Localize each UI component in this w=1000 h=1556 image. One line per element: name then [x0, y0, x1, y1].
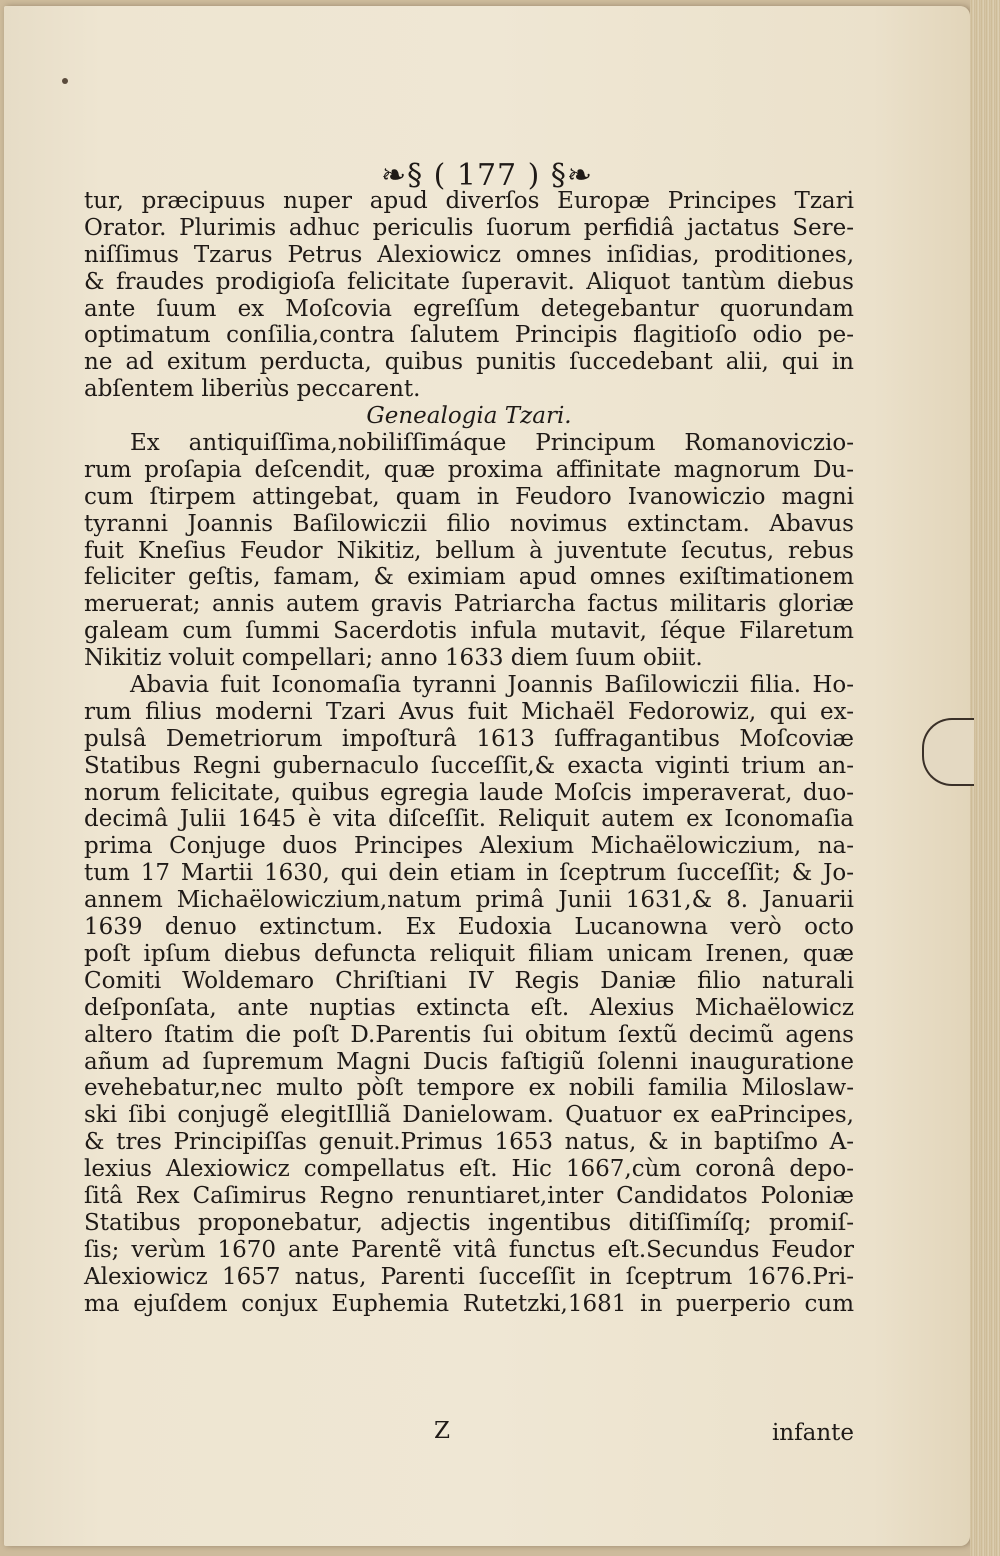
signature-mark: Z — [434, 1418, 450, 1444]
text-line: pulsâ Demetriorum impoſturâ 1613 ſuffragantibus Moſcoviæ — [84, 725, 854, 752]
text-line: & fraudes prodigioſa felicitate ſuperavit. Aliquot tantùm diebus — [84, 268, 854, 295]
text-line: Ex antiquiſſima,nobiliſſimáque Principum Romanoviczio- — [130, 430, 854, 457]
catchword: infante — [771, 1420, 854, 1446]
text-line: annem Michaëlowiczium,natum primâ Junii 1631,& 8. Januarii — [84, 887, 854, 914]
text-line: altero ſtatim die poſt D.Parentis ſui obitum ſextũ decimũ agens — [84, 1021, 854, 1048]
text-line: galeam cum ſummi Sacerdotis infula mutavit, ſéque Filaretum — [84, 618, 854, 645]
text-line: meruerat; annis autem gravis Patriarcha factus militaris gloriæ — [84, 591, 854, 618]
text-line: 1639 denuo extinctum. Ex Eudoxia Lucanowna verò octo — [84, 914, 854, 941]
continued-paragraph — [84, 188, 854, 403]
text-line: optimatum conſilia,contra ſalutem Principis flagitioſo odio pe- — [84, 322, 854, 349]
text-line: evehebatur,nec multo pòſt tempore ex nobili familia Miloslaw- — [84, 1075, 854, 1102]
text-line: tur, præcipuus nuper apud diverſos Europæ Principes Tzari — [84, 188, 854, 214]
ink-speck — [62, 78, 68, 84]
text-line: Comiti Woldemaro Chriſtiani IV Regis Daniæ filio naturali — [84, 967, 854, 994]
text-line: & tres Principiſſas genuit.Primus 1653 natus, & in baptiſmo A- — [84, 1129, 854, 1156]
text-line: abſentem liberiùs peccarent. — [84, 376, 421, 403]
text-line: tum 17 Martii 1630, qui dein etiam in ſceptrum ſucceſſit; & Jo- — [84, 860, 854, 887]
text-line: Nikitiz voluit compellari; anno 1633 diem ſuum obiit. — [84, 645, 703, 672]
text-line: deſponſata, ante nuptias extincta eſt. Alexius Michaëlowicz — [84, 994, 854, 1021]
text-line: feliciter geſtis, famam, & eximiam apud omnes exiſtimationem — [84, 564, 854, 591]
text-line: cum ſtirpem attingebat, quam in Feudoro Ivanowiczio magni — [84, 483, 854, 510]
paragraph-1 — [84, 430, 854, 672]
text-line: Abavia fuit Iconomaſia tyranni Joannis Baſilowiczii filia. Ho- — [130, 672, 854, 699]
text-line: lexius Alexiowicz compellatus eſt. Hic 1667,cùm coronâ depo- — [84, 1156, 854, 1183]
text-line: Statibus Regni gubernaculo ſucceſſit,& exacta viginti trium an- — [84, 752, 854, 779]
text-line: rum filius moderni Tzari Avus fuit Michaël Fedorowiz, qui ex- — [84, 698, 854, 725]
text-line: norum felicitate, quibus egregia laude Moſcis imperaverat, duo- — [84, 779, 854, 806]
text-line: decimâ Julii 1645 è vita diſceſſit. Reliquit autem ex Iconomaſia — [84, 806, 854, 833]
page-header: ❧§ ( 177 ) §❧ — [380, 158, 594, 193]
text-line: fuit Kneſius Feudor Nikitiz, bellum à juventute ſecutus, rebus — [84, 537, 854, 564]
text-line: ſis; verùm 1670 ante Parentẽ vitâ functus eſt.Secundus Feudor — [84, 1236, 854, 1263]
text-line: ski ſibi conjugẽ elegitIlliã Danielowam. Quatuor ex eaPrincipes, — [84, 1102, 854, 1129]
body-text — [84, 188, 854, 1317]
text-line: ma ejuſdem conjux Euphemia Rutetzki,1681 in puerperio cum — [84, 1290, 854, 1317]
text-line: niſſimus Tzarus Petrus Alexiowicz omnes inſidias, proditiones, — [84, 241, 854, 268]
page-stack-edge — [970, 0, 1000, 1556]
text-line: Statibus proponebatur, adjectis ingentibus ditiſſimíſq; promiſ- — [84, 1209, 854, 1236]
page-footer — [84, 1418, 854, 1448]
text-line: ſitâ Rex Caſimirus Regno renuntiaret,inter Candidatos Poloniæ — [84, 1182, 854, 1209]
page-tab-marker — [922, 718, 974, 786]
book-page — [4, 6, 970, 1546]
section-heading: Genealogia Tzari. — [366, 403, 572, 430]
text-line: poſt ipſum diebus defuncta reliquit filiam unicam Irenen, quæ — [84, 940, 854, 967]
text-line: tyranni Joannis Baſilowiczii filio novimus extinctam. Abavus — [84, 510, 854, 537]
text-line: ne ad exitum perducta, quibus punitis ſuccedebant alii, qui in — [84, 349, 854, 376]
text-line: añum ad ſupremum Magni Ducis faſtigiũ ſolenni inauguratione — [84, 1048, 854, 1075]
text-line: ante ſuum ex Moſcovia egreſſum detegebantur quorundam — [84, 295, 854, 322]
paragraph-2 — [84, 672, 854, 1317]
text-line: Alexiowicz 1657 natus, Parenti ſucceſſit in ſceptrum 1676.Pri- — [84, 1263, 854, 1290]
text-line: Orator. Plurimis adhuc periculis ſuorum perfidiâ jactatus Sere- — [84, 214, 854, 241]
text-line: rum proſapia deſcendit, quæ proxima affinitate magnorum Du- — [84, 456, 854, 483]
text-line: prima Conjuge duos Principes Alexium Michaëlowiczium, na- — [84, 833, 854, 860]
